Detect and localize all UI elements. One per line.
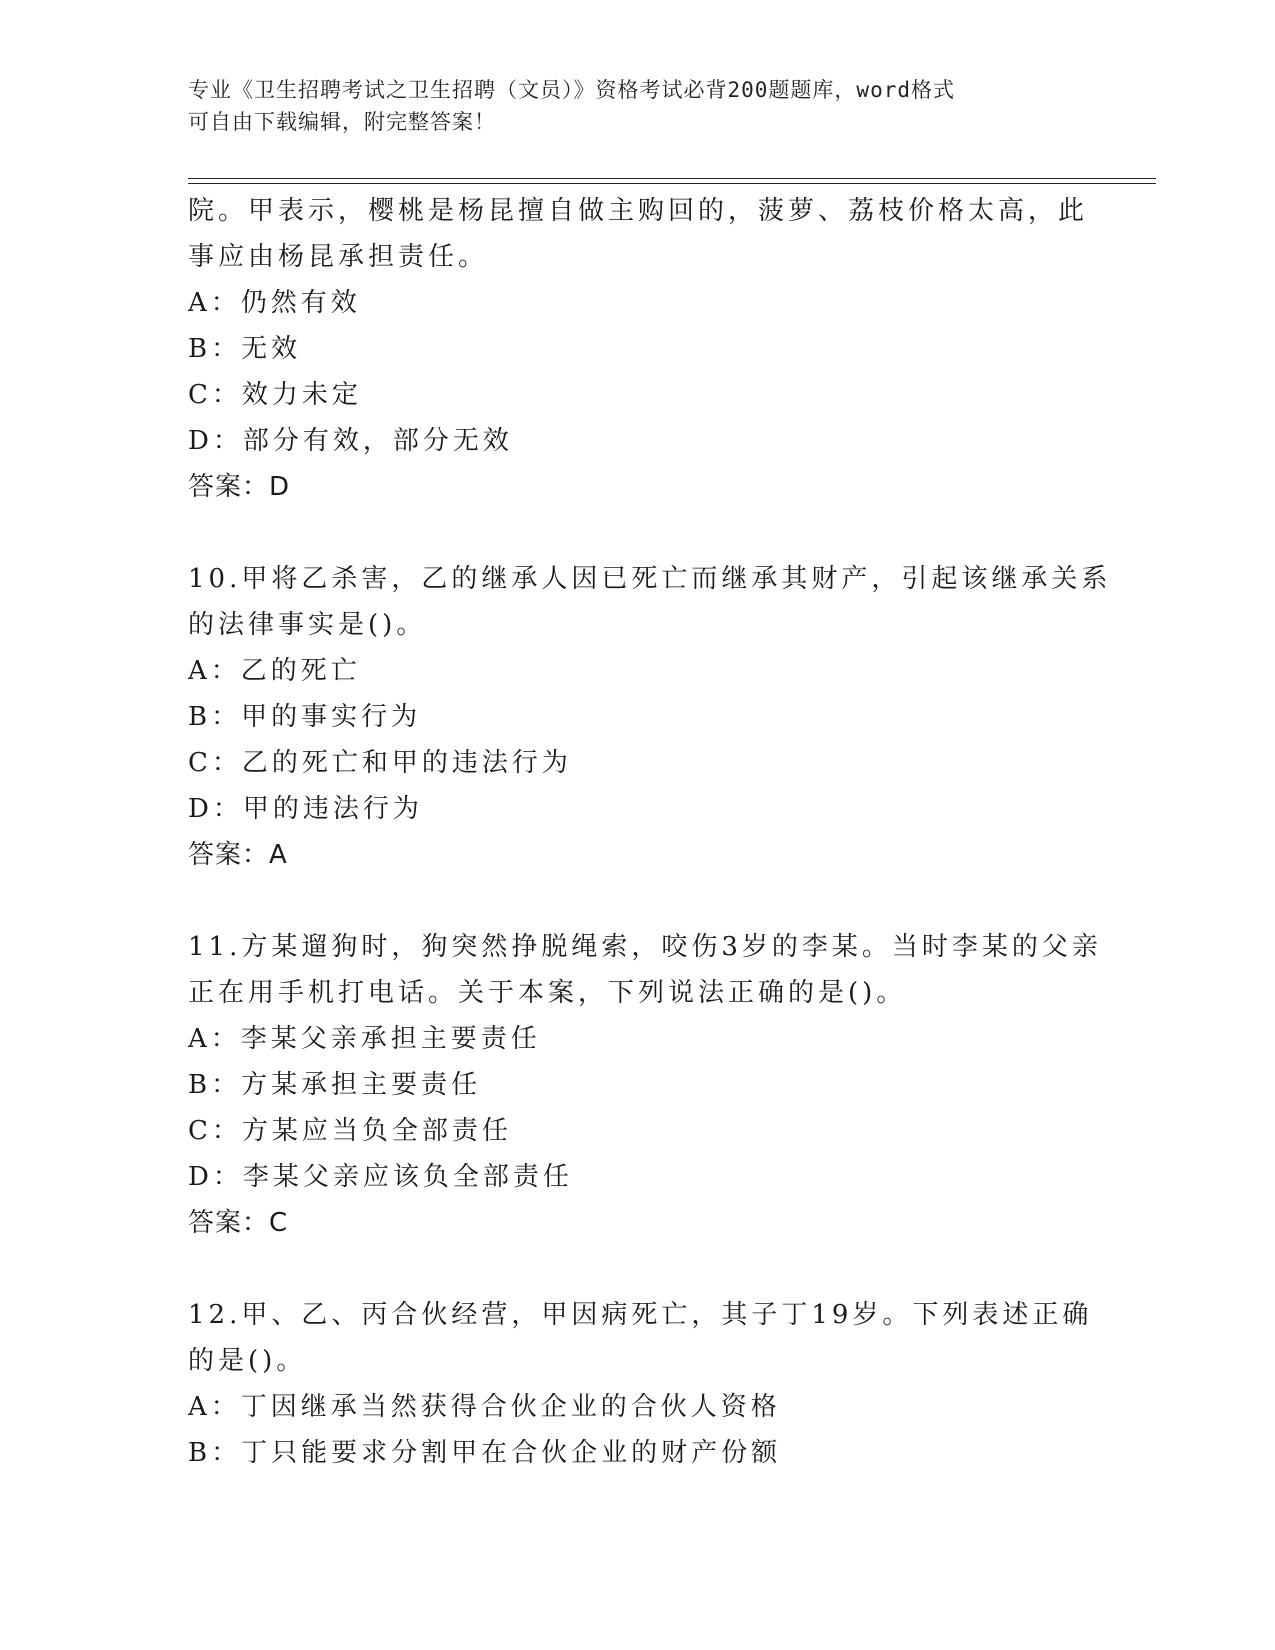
document-header (188, 74, 1088, 138)
header-line-1: 专业《卫生招聘考试之卫生招聘（文员）》资格考试必背200题题库，word格式 (188, 78, 955, 102)
answer-line: 答案：C (188, 1208, 289, 1238)
question-text-line: 的是()。 (188, 1346, 307, 1376)
answer-line: 答案：D (188, 472, 291, 502)
header-rule-bottom (188, 183, 1156, 184)
option-d: D：李某父亲应该负全部责任 (188, 1162, 573, 1192)
option-d: D：甲的违法行为 (188, 794, 423, 824)
option-b: B：方某承担主要责任 (188, 1070, 482, 1100)
header-line-2: 可自由下载编辑，附完整答案！ (188, 110, 496, 134)
option-a: A：丁因继承当然获得合伙企业的合伙人资格 (188, 1392, 781, 1422)
question-continuation (188, 188, 1088, 510)
question-11 (188, 924, 1102, 1246)
option-a: A：乙的死亡 (188, 656, 361, 686)
question-10 (188, 556, 1112, 878)
question-text-line: 院。甲表示，樱桃是杨昆擅自做主购回的，菠萝、荔枝价格太高，此 (188, 196, 1089, 226)
option-a: A：李某父亲承担主要责任 (188, 1024, 541, 1054)
question-text-line: 12.甲、乙、丙合伙经营，甲因病死亡，其子丁19岁。下列表述正确 (188, 1300, 1093, 1330)
option-b: B：丁只能要求分割甲在合伙企业的财产份额 (188, 1438, 782, 1468)
option-c: C：效力未定 (188, 380, 362, 410)
option-d: D：部分有效，部分无效 (188, 426, 513, 456)
option-a: A：仍然有效 (188, 288, 361, 318)
question-12 (188, 1292, 1093, 1476)
answer-line: 答案：A (188, 840, 288, 870)
option-c: C：乙的死亡和甲的违法行为 (188, 748, 572, 778)
document-body (188, 188, 1112, 1476)
question-text-line: 事应由杨昆承担责任。 (188, 242, 489, 272)
option-b: B：甲的事实行为 (188, 702, 422, 732)
question-text-line: 11.方某遛狗时，狗突然挣脱绳索，咬伤3岁的李某。当时李某的父亲 (188, 932, 1102, 962)
option-b: B：无效 (188, 334, 302, 364)
option-c: C：方某应当负全部责任 (188, 1116, 512, 1146)
question-text-line: 正在用手机打电话。关于本案，下列说法正确的是()。 (188, 978, 907, 1008)
question-text-line: 的法律事实是()。 (188, 610, 427, 640)
header-rule-top (188, 178, 1156, 179)
question-text-line: 10.甲将乙杀害，乙的继承人因已死亡而继承其财产，引起该继承关系 (188, 564, 1112, 594)
